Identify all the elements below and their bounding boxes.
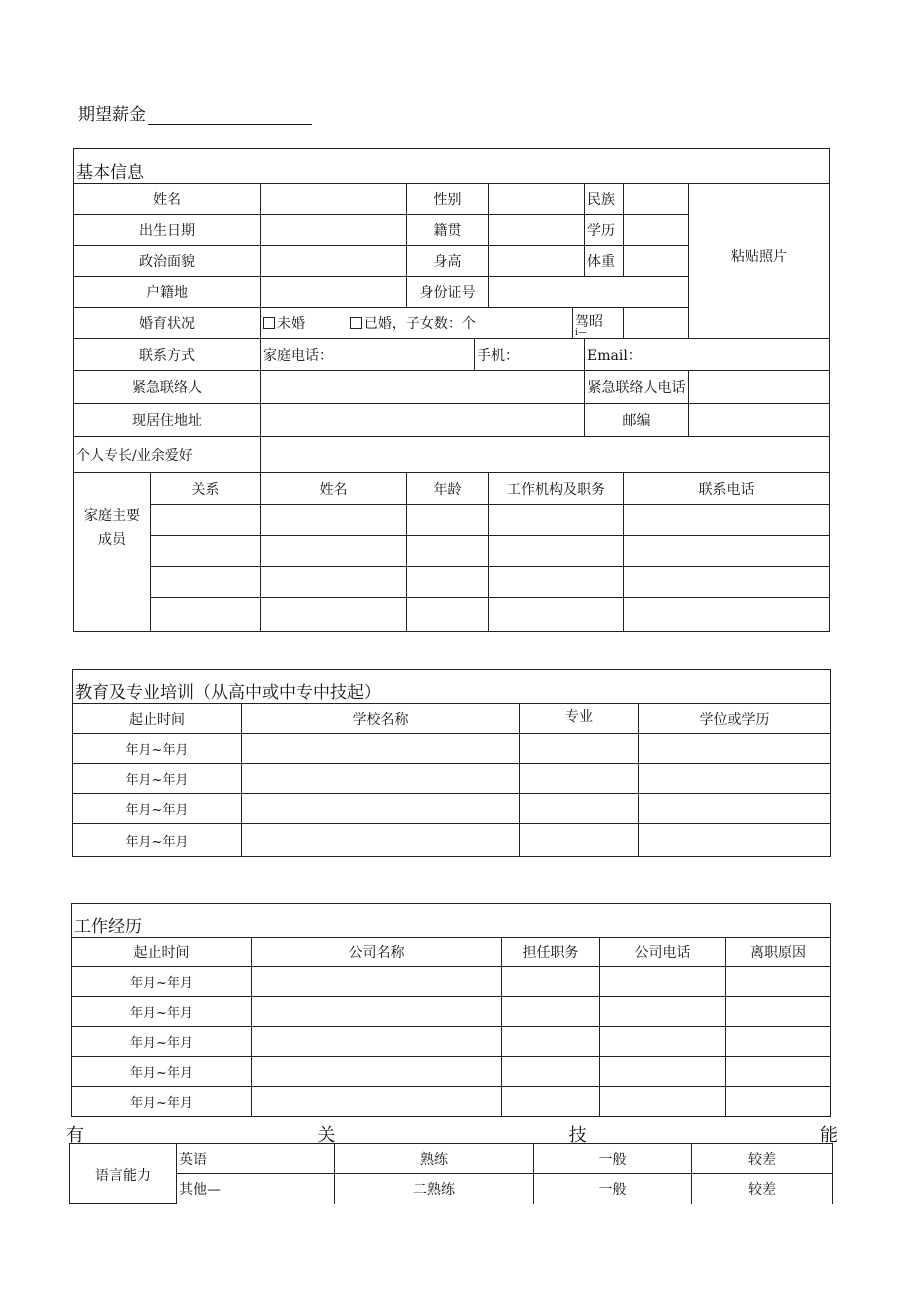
work-period-cell[interactable]: 年月~年月	[72, 997, 252, 1027]
email-label[interactable]: Email：	[585, 339, 830, 371]
id-label: 身份证号	[407, 277, 489, 308]
emergency-label: 紧急联络人	[74, 371, 261, 404]
hobby-label: 个人专长/业余爱好	[74, 437, 261, 473]
edu-period-cell[interactable]: 年月~年月	[73, 824, 242, 857]
edu-period-cell[interactable]: 年月~年月	[73, 734, 242, 764]
work-header-period: 起止时间	[72, 938, 252, 967]
work-phone-cell[interactable]	[600, 997, 726, 1027]
skill-level-poor[interactable]: 较差	[692, 1144, 833, 1174]
address-label: 现居住地址	[74, 404, 261, 437]
family-header-relation: 关系	[151, 473, 261, 505]
work-title: 工作经历	[72, 904, 831, 938]
table-row	[72, 997, 831, 1027]
language-label: 语言能力	[70, 1144, 177, 1204]
family-label-line1: 家庭主要	[84, 508, 140, 524]
edu-major-cell[interactable]	[520, 824, 639, 857]
work-period-cell[interactable]: 年月~年月	[72, 1027, 252, 1057]
skills-heading-char: 能	[819, 1125, 838, 1146]
table-row	[73, 734, 831, 764]
expected-salary-blank[interactable]	[148, 106, 312, 125]
license-label	[573, 308, 624, 339]
work-reason-cell[interactable]	[726, 1027, 831, 1057]
work-header-position: 担任职务	[502, 938, 600, 967]
unmarried-checkbox[interactable]	[263, 317, 275, 329]
edu-degree-cell[interactable]	[639, 794, 831, 824]
family-name-cell[interactable]	[261, 598, 407, 632]
photo-label: 粘贴照片	[731, 249, 787, 265]
work-reason-cell[interactable]	[726, 1087, 831, 1117]
table-row	[73, 764, 831, 794]
birth-field[interactable]	[261, 215, 407, 246]
gender-label: 性别	[407, 184, 489, 215]
edu-header-major: 专业	[520, 704, 639, 734]
family-age-cell[interactable]	[407, 536, 489, 567]
work-company-cell[interactable]	[252, 1087, 502, 1117]
table-row	[72, 1087, 831, 1117]
work-phone-cell[interactable]	[600, 1087, 726, 1117]
family-row	[74, 567, 830, 598]
marital-label: 婚育状况	[74, 308, 261, 339]
name-field[interactable]	[261, 184, 407, 215]
skills-heading-char: 有	[66, 1125, 84, 1146]
address-field[interactable]	[261, 404, 585, 437]
table-row	[73, 824, 831, 857]
photo-area[interactable]	[688, 184, 829, 339]
family-name-cell[interactable]	[261, 567, 407, 598]
family-row	[74, 536, 830, 567]
family-phone-cell[interactable]	[624, 536, 830, 567]
politics-label: 政治面貌	[74, 246, 261, 277]
skill-level-fluent[interactable]: 二熟练	[335, 1174, 534, 1204]
work-header-phone: 公司电话	[600, 938, 726, 967]
work-position-cell[interactable]	[502, 967, 600, 997]
family-phone-cell[interactable]	[624, 598, 830, 632]
postcode-field[interactable]	[689, 404, 830, 437]
family-row	[74, 505, 830, 536]
family-relation-cell[interactable]	[151, 598, 261, 632]
height-label: 身高	[407, 246, 489, 277]
weight-label: 体重	[585, 246, 624, 277]
table-row	[73, 794, 831, 824]
native-label: 籍贯	[407, 215, 489, 246]
family-relation-cell[interactable]	[151, 567, 261, 598]
family-work-cell[interactable]	[489, 536, 624, 567]
mobile-label[interactable]: 手机：	[475, 339, 585, 371]
family-age-cell[interactable]	[407, 567, 489, 598]
table-row	[72, 1027, 831, 1057]
edu-degree-cell[interactable]	[639, 824, 831, 857]
table-row	[72, 967, 831, 997]
height-field[interactable]	[489, 246, 585, 277]
basic-info-title: 基本信息	[74, 149, 830, 184]
edu-degree-cell[interactable]	[639, 764, 831, 794]
home-phone-label[interactable]: 家庭电话：	[261, 339, 475, 371]
work-company-cell[interactable]	[252, 997, 502, 1027]
family-phone-cell[interactable]	[624, 505, 830, 536]
family-phone-cell[interactable]	[624, 567, 830, 598]
work-phone-cell[interactable]	[600, 1027, 726, 1057]
work-phone-cell[interactable]	[600, 1057, 726, 1087]
marital-options	[261, 308, 573, 339]
license-label-sub: i—	[575, 328, 587, 338]
family-header-phone: 联系电话	[624, 473, 830, 505]
education-label: 学历	[585, 215, 624, 246]
family-header-work: 工作机构及职务	[489, 473, 624, 505]
education-table	[72, 669, 831, 857]
edu-period-cell[interactable]: 年月~年月	[73, 764, 242, 794]
emergency-phone-field[interactable]	[689, 371, 830, 404]
work-period-cell[interactable]: 年月~年月	[72, 1087, 252, 1117]
edu-degree-cell[interactable]	[639, 734, 831, 764]
skill-level-poor[interactable]: 较差	[692, 1174, 833, 1204]
gender-field[interactable]	[489, 184, 585, 215]
work-period-cell[interactable]: 年月~年月	[72, 967, 252, 997]
family-row	[74, 598, 830, 632]
edu-major-cell[interactable]	[520, 764, 639, 794]
family-relation-cell[interactable]	[151, 505, 261, 536]
work-reason-cell[interactable]	[726, 1057, 831, 1087]
edu-school-cell[interactable]	[242, 734, 520, 764]
edu-major-cell[interactable]	[520, 734, 639, 764]
table-row	[72, 1057, 831, 1087]
hukou-label: 户籍地	[74, 277, 261, 308]
postcode-label: 邮编	[585, 404, 689, 437]
unmarried-label: 未婚	[277, 316, 305, 332]
married-label: 已婚，子女数：个	[363, 316, 476, 332]
edu-header-school: 学校名称	[242, 704, 520, 734]
family-age-cell[interactable]	[407, 505, 489, 536]
work-period-cell[interactable]: 年月~年月	[72, 1057, 252, 1087]
contact-label: 联系方式	[74, 339, 261, 371]
skill-level-average[interactable]: 一般	[534, 1144, 692, 1174]
family-age-cell[interactable]	[407, 598, 489, 632]
expected-salary-label: 期望薪金	[78, 105, 146, 125]
work-company-cell[interactable]	[252, 1027, 502, 1057]
emergency-phone-label: 紧急联络人电话	[585, 371, 689, 404]
birth-label: 出生日期	[74, 215, 261, 246]
ethnicity-label: 民族	[585, 184, 624, 215]
family-label	[74, 473, 151, 632]
work-header-company: 公司名称	[252, 938, 502, 967]
edu-header-degree: 学位或学历	[639, 704, 831, 734]
work-table	[71, 903, 831, 1117]
hobby-field[interactable]	[261, 437, 830, 473]
work-position-cell[interactable]	[502, 1057, 600, 1087]
family-header-name: 姓名	[261, 473, 407, 505]
family-header-age: 年龄	[407, 473, 489, 505]
edu-school-cell[interactable]	[242, 794, 520, 824]
education-title: 教育及专业培训（从高中或中专中技起）	[73, 670, 831, 704]
edu-major-cell[interactable]	[520, 794, 639, 824]
skills-table	[69, 1143, 833, 1204]
native-field[interactable]	[489, 215, 585, 246]
family-work-cell[interactable]	[489, 505, 624, 536]
family-name-cell[interactable]	[261, 536, 407, 567]
married-checkbox[interactable]	[350, 317, 362, 329]
work-phone-cell[interactable]	[600, 967, 726, 997]
family-name-cell[interactable]	[261, 505, 407, 536]
skills-heading-char: 关	[317, 1125, 336, 1146]
family-relation-cell[interactable]	[151, 536, 261, 567]
edu-period-cell[interactable]: 年月~年月	[73, 794, 242, 824]
work-reason-cell[interactable]	[726, 997, 831, 1027]
family-work-cell[interactable]	[489, 598, 624, 632]
language-name-cell: 英语	[177, 1144, 335, 1174]
family-work-cell[interactable]	[489, 567, 624, 598]
work-header-reason: 离职原因	[726, 938, 831, 967]
edu-school-cell[interactable]	[242, 824, 520, 857]
skill-level-fluent[interactable]: 熟练	[335, 1144, 534, 1174]
emergency-field[interactable]	[261, 371, 585, 404]
family-label-line2: 成员	[98, 532, 126, 548]
name-label: 姓名	[74, 184, 261, 215]
work-position-cell[interactable]	[502, 1027, 600, 1057]
work-position-cell[interactable]	[502, 1087, 600, 1117]
work-company-cell[interactable]	[252, 1057, 502, 1087]
work-company-cell[interactable]	[252, 967, 502, 997]
language-name-cell: 其他—	[177, 1174, 335, 1204]
license-label-text: 驾昭	[575, 314, 603, 330]
work-position-cell[interactable]	[502, 997, 600, 1027]
hukou-field[interactable]	[261, 277, 407, 308]
edu-header-period: 起止时间	[73, 704, 242, 734]
politics-field[interactable]	[261, 246, 407, 277]
skills-heading-char: 技	[568, 1125, 587, 1146]
edu-school-cell[interactable]	[242, 764, 520, 794]
work-reason-cell[interactable]	[726, 967, 831, 997]
expected-salary	[78, 100, 312, 125]
skill-level-average[interactable]: 一般	[534, 1174, 692, 1204]
